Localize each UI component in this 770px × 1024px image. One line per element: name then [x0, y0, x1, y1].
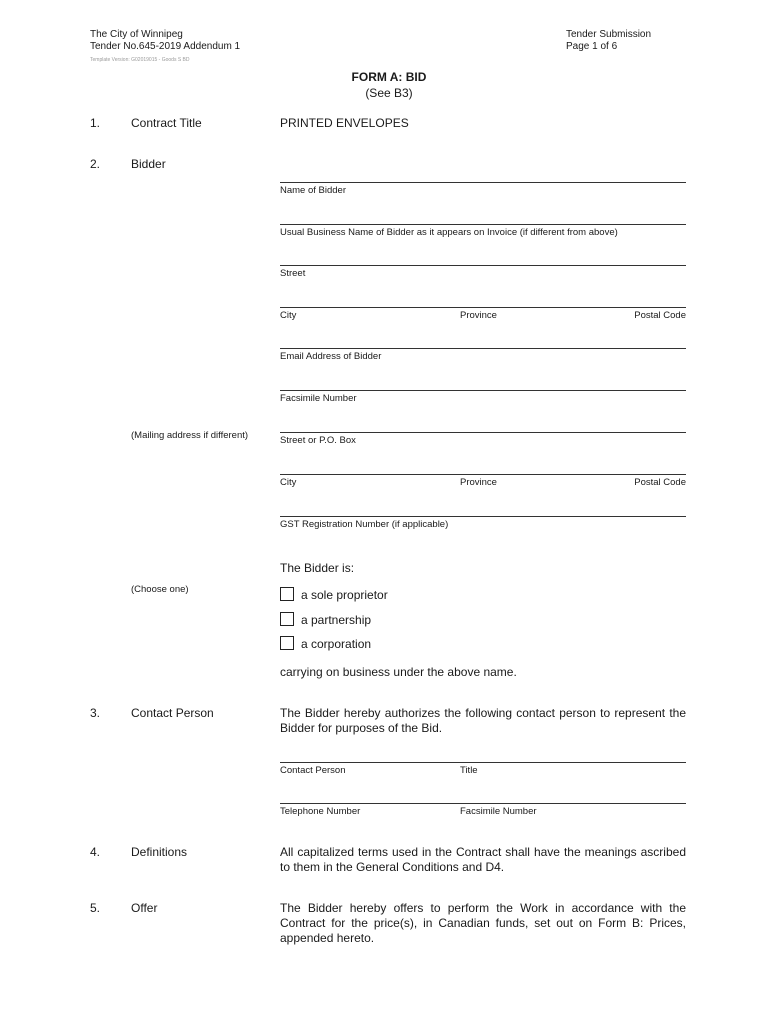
gst-caption: GST Registration Number (if applicable) — [280, 519, 449, 530]
section-1-number: 1. — [90, 116, 101, 130]
section-5-label: Offer — [131, 901, 158, 915]
city-name: The City of Winnipeg — [90, 29, 183, 40]
mailing-postal-caption: Postal Code — [634, 477, 686, 488]
mailing-city-caption: City — [280, 477, 297, 488]
corporation-label: a corporation — [301, 637, 372, 651]
contract-title-value: PRINTED ENVELOPES — [280, 116, 409, 130]
header-right — [566, 29, 651, 53]
section-1-label: Contract Title — [131, 116, 202, 130]
mailing-address-note: (Mailing address if different) — [131, 430, 249, 441]
partnership-checkbox[interactable] — [280, 612, 294, 626]
section-2-label: Bidder — [131, 157, 166, 171]
postal-code-caption: Postal Code — [634, 310, 686, 321]
choose-one-note: (Choose one) — [131, 584, 189, 595]
definitions-text: All capitalized terms used in the Contract shall have the meanings ascribed to them in the General Conditions and D4. — [280, 845, 686, 874]
form-title: FORM A: BID — [351, 70, 427, 84]
mailing-province-caption: Province — [460, 477, 497, 488]
section-4-label: Definitions — [131, 845, 188, 859]
city-caption: City — [280, 310, 297, 321]
header-left — [90, 29, 240, 53]
contact-person-text: The Bidder hereby authorizes the following contact person to represent the Bidder for purposes of the Bid. — [280, 706, 686, 735]
gst-line[interactable] — [280, 516, 686, 517]
sole-proprietor-checkbox[interactable] — [280, 587, 294, 601]
fax-caption: Facsimile Number — [280, 393, 357, 404]
contact-fax-caption: Facsimile Number — [460, 806, 537, 817]
city-line[interactable] — [280, 307, 686, 308]
offer-text: The Bidder hereby offers to perform the Work in accordance with the Contract for the price(s), in Canadian funds, set out on Form B: Prices, appended hereto. — [280, 901, 686, 945]
bidder-name-line[interactable] — [280, 182, 686, 183]
usual-name-caption: Usual Business Name of Bidder as it appears on Invoice (if different from above) — [280, 227, 618, 238]
street-caption: Street — [280, 268, 306, 279]
bidder-is-label: The Bidder is: — [280, 561, 355, 575]
contact-title-caption: Title — [460, 765, 478, 776]
submission-label: Tender Submission — [566, 29, 652, 40]
contact-person-caption: Contact Person — [280, 765, 346, 776]
partnership-label: a partnership — [301, 613, 372, 627]
section-3-label: Contact Person — [131, 706, 214, 720]
contact-person-line[interactable] — [280, 762, 686, 763]
mailing-city-line[interactable] — [280, 474, 686, 475]
corporation-checkbox[interactable] — [280, 636, 294, 650]
email-line[interactable] — [280, 348, 686, 349]
page-number: Page 1 of 6 — [566, 41, 618, 52]
carrying-on-business-text: carrying on business under the above name. — [280, 665, 517, 679]
fax-line[interactable] — [280, 390, 686, 391]
sole-proprietor-label: a sole proprietor — [301, 588, 388, 602]
usual-name-line[interactable] — [280, 224, 686, 225]
tender-number: Tender No.645-2019 Addendum 1 — [90, 41, 241, 52]
section-5-number: 5. — [90, 901, 101, 915]
bidder-name-caption: Name of Bidder — [280, 185, 347, 196]
street-po-line[interactable] — [280, 432, 686, 433]
section-3-number: 3. — [90, 706, 101, 720]
telephone-line[interactable] — [280, 803, 686, 804]
template-note: Template Version: G02019015 - Goods S BD — [90, 57, 190, 63]
street-line[interactable] — [280, 265, 686, 266]
section-4-number: 4. — [90, 845, 101, 859]
form-subtitle: (See B3) — [365, 86, 413, 100]
street-po-caption: Street or P.O. Box — [280, 435, 356, 446]
telephone-caption: Telephone Number — [280, 806, 361, 817]
section-2-number: 2. — [90, 157, 101, 171]
province-caption: Province — [460, 310, 497, 321]
email-caption: Email Address of Bidder — [280, 351, 382, 362]
